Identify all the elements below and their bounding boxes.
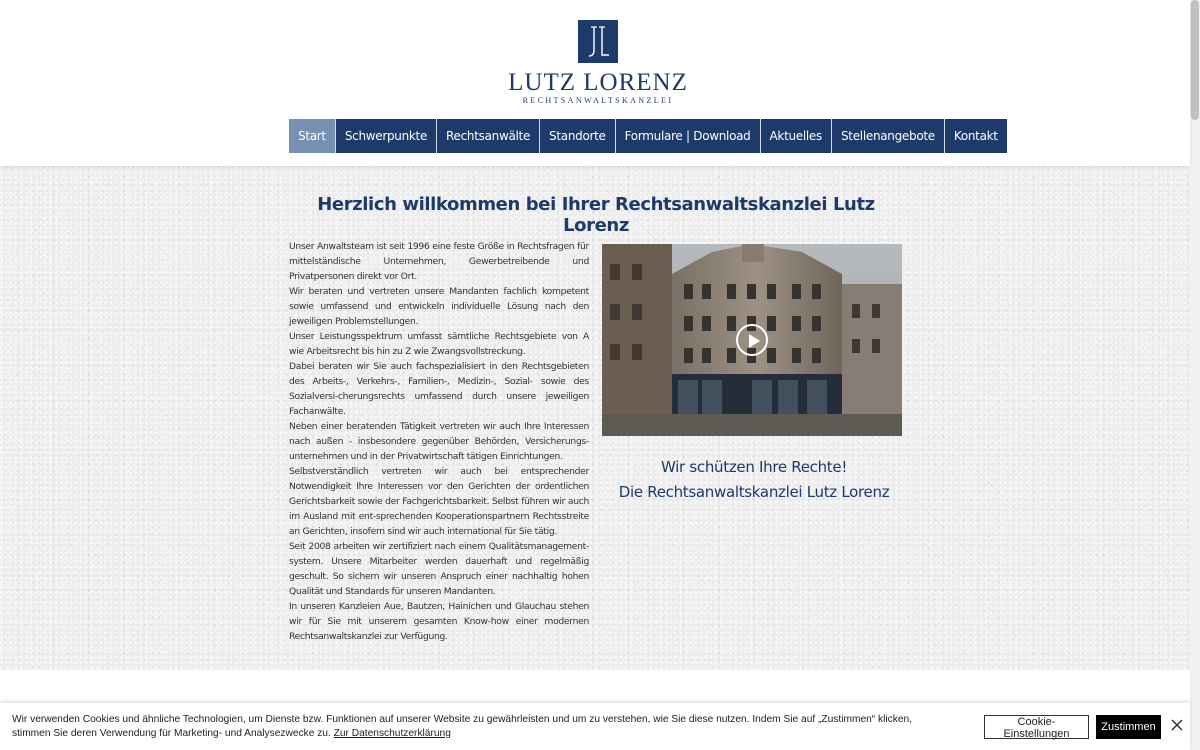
paragraph: Selbstverständlich vertreten wir auch bei entsprechender Notwendigkeit Ihre Interessen vor den Gerichten der ordentlichen Gerichtsbarkeit sowie der Fachgerichtsbarkeit. Selbst führen wir auch im Ausland mit ent-sprechenden Kooperationspartnern Rechtsstreite an Gerichten, insofern sind wir auch international für Sie tätig.	[289, 466, 589, 537]
accept-cookies-button[interactable]: Zustimmen	[1096, 715, 1161, 739]
nav-item-standorte[interactable]: Standorte	[540, 119, 616, 153]
cookie-settings-button[interactable]: Cookie-Einstellungen	[984, 715, 1089, 739]
nav-item-stellenangebote[interactable]: Stellenangebote	[832, 119, 945, 153]
play-icon[interactable]	[736, 324, 768, 356]
paragraph: Dabei beraten wir Sie auch fachspezialisiert in den Rechtsgebieten des Arbeits-, Verkehrs-, Familien-, Medizin-, Sozial- sowie des Sozialversi-cherungsrechts umfassend durch unsere jeweiligen Fachanwälte.	[289, 361, 589, 417]
page-scrollbar[interactable]	[1190, 0, 1200, 750]
nav-item-rechtsanwaelte[interactable]: Rechtsanwälte	[437, 119, 540, 153]
logo-monogram-icon[interactable]	[578, 20, 618, 63]
paragraph: Unser Leistungsspektrum umfasst sämtliche Rechtsgebiete von A wie Arbeitsrecht bis hin zu Z wie Zwangsvollstreckung.	[289, 331, 589, 357]
site-header	[0, 0, 1190, 166]
paragraph: In unseren Kanzleien Aue, Bautzen, Hainichen und Glauchau stehen wir für Sie mit unserem gesamten Know-how einer modernen Rechtsanwaltskanzlei zur Verfügung.	[289, 601, 589, 642]
intro-text	[289, 239, 589, 644]
brand-name: LUTZ LORENZ	[508, 69, 688, 96]
main-nav	[289, 119, 1007, 153]
nav-item-formulare-download[interactable]: Formulare | Download	[616, 119, 761, 153]
main-content	[0, 166, 1190, 670]
cookie-text: Wir verwenden Cookies und ähnliche Technologien, um Dienste bzw. Funktionen auf unserer Website zu gewährleisten und um zu verstehen, wie Sie diese nutzen. Indem Sie auf „Zustimmen“ klicken, stimmen Sie deren Verwendung für Marketing- und Analysezwecke zu.	[12, 714, 912, 739]
nav-item-kontakt[interactable]: Kontakt	[945, 119, 1007, 153]
slogan-line-2: Die Rechtsanwaltskanzlei Lutz Lorenz	[618, 483, 890, 501]
nav-item-schwerpunkte[interactable]: Schwerpunkte	[336, 119, 437, 153]
scrollbar-thumb[interactable]	[1191, 0, 1199, 120]
nav-item-aktuelles[interactable]: Aktuelles	[761, 119, 832, 153]
office-video-player[interactable]	[602, 244, 902, 436]
paragraph: Seit 2008 arbeiten wir zertifiziert nach einem Qualitätsmanagement-system. Unsere Mitarbeiter werden dauerhaft und regelmäßig geschult. So sichern wir unseren Anspruch einer nachhaltig hohen Qualität und Standards für unseren Mandanten.	[289, 541, 589, 597]
cookie-message	[12, 713, 942, 740]
nav-item-start[interactable]: Start	[289, 119, 336, 153]
cookie-banner	[0, 703, 1190, 750]
paragraph: Wir beraten und vertreten unsere Mandanten fachlich kompetent sowie umfassend und entwickeln individuelle Lösung nach den jeweiligen Problemstellungen.	[289, 286, 589, 327]
slogan-line-1: Wir schützen Ihre Rechte!	[660, 458, 848, 476]
paragraph: Neben einer beratenden Tätigkeit vertreten wir auch Ihre Interessen nach außen - insbesondere gegenüber Behörden, Versicherungs-unternehmen und in der Privatwirtschaft tätigen Einrichtungen.	[289, 421, 589, 462]
brand-subtitle: RECHTSANWALTSKANZLEI	[522, 96, 674, 105]
close-icon[interactable]	[1169, 717, 1185, 733]
paragraph: Unser Anwaltsteam ist seit 1996 eine feste Größe in Rechtsfragen für mittelständische Unternehmen, Gewerbetreibende und Privatpersonen direkt vor Ort.	[289, 241, 589, 282]
page-title: Herzlich willkommen bei Ihrer Rechtsanwaltskanzlei Lutz Lorenz	[317, 194, 875, 236]
privacy-policy-link[interactable]: Zur Datenschutzerklärung	[333, 727, 451, 739]
